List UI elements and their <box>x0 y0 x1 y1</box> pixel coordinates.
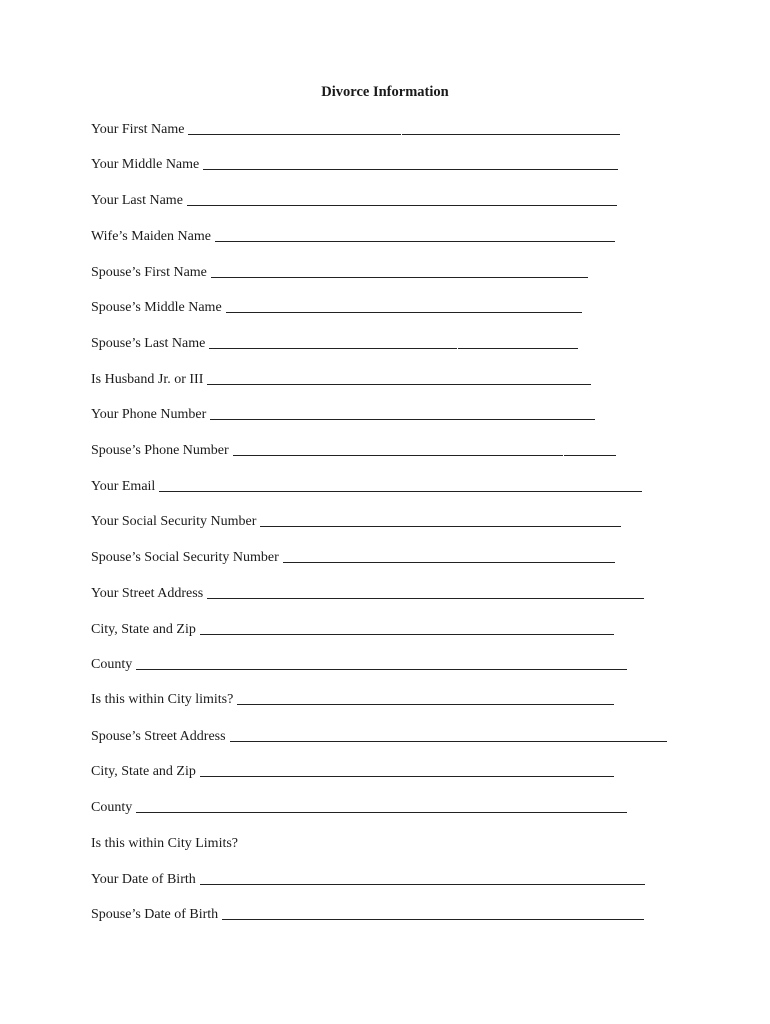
field-spouses-middle-name <box>91 298 582 316</box>
spouses-first-name-input[interactable] <box>211 277 588 278</box>
your-ssn-input[interactable] <box>260 526 621 527</box>
field-spouses-ssn <box>91 548 615 566</box>
field-label: Spouse’s Social Security Number <box>91 550 279 565</box>
field-label: County <box>91 800 133 815</box>
field-spouses-first-name <box>91 263 588 281</box>
field-label: Spouse’s Last Name <box>91 336 206 351</box>
field-spouses-phone-number <box>91 441 616 459</box>
field-spouses-city-state-zip <box>91 762 614 780</box>
field-label: City, State and Zip <box>91 764 196 779</box>
your-city-state-zip-input[interactable] <box>200 634 614 635</box>
your-middle-name-input[interactable] <box>203 169 618 170</box>
your-first-name-input[interactable] <box>188 134 401 135</box>
your-city-limits-input[interactable] <box>237 704 614 705</box>
field-your-ssn <box>91 512 621 530</box>
field-your-first-name <box>91 120 620 138</box>
field-label: Your Date of Birth <box>91 872 196 887</box>
spouses-last-name-input-2[interactable] <box>458 348 578 349</box>
spouses-street-address-input[interactable] <box>230 741 667 742</box>
field-spouses-street-address <box>91 727 667 745</box>
field-label: City, State and Zip <box>91 622 196 637</box>
field-spouses-county <box>91 798 627 816</box>
field-your-last-name <box>91 191 617 209</box>
field-label: Your Phone Number <box>91 407 207 422</box>
field-your-date-of-birth <box>91 870 645 888</box>
field-label: Your First Name <box>91 122 185 137</box>
spouses-phone-number-input-2[interactable] <box>564 455 616 456</box>
spouses-middle-name-input[interactable] <box>226 312 582 313</box>
your-first-name-input-2[interactable] <box>402 134 620 135</box>
field-spouses-last-name <box>91 334 578 352</box>
field-your-email <box>91 477 642 495</box>
field-label: Spouse’s Date of Birth <box>91 907 219 922</box>
your-last-name-input[interactable] <box>187 205 617 206</box>
field-label: Is this within City Limits? <box>91 836 239 851</box>
spouses-city-state-zip-input[interactable] <box>200 776 614 777</box>
field-label: Spouse’s Phone Number <box>91 443 229 458</box>
field-label: Your Middle Name <box>91 157 200 172</box>
field-spouses-city-limits <box>91 834 242 852</box>
spouses-ssn-input[interactable] <box>283 562 615 563</box>
field-spouses-date-of-birth <box>91 905 644 923</box>
spouses-phone-number-input[interactable] <box>233 455 563 456</box>
field-label: Your Street Address <box>91 586 204 601</box>
wifes-maiden-name-input[interactable] <box>215 241 615 242</box>
your-county-input[interactable] <box>136 669 627 670</box>
field-your-city-limits <box>91 690 614 708</box>
field-label: Is Husband Jr. or III <box>91 372 204 387</box>
field-label: Is this within City limits? <box>91 692 234 707</box>
your-street-address-input[interactable] <box>207 598 644 599</box>
field-your-city-state-zip <box>91 620 614 638</box>
field-label: Spouse’s Middle Name <box>91 300 222 315</box>
your-email-input[interactable] <box>159 491 642 492</box>
spouses-last-name-input[interactable] <box>209 348 457 349</box>
your-date-of-birth-input[interactable] <box>200 884 645 885</box>
field-husband-jr-or-iii <box>91 370 591 388</box>
spouses-date-of-birth-input[interactable] <box>222 919 644 920</box>
field-label: Spouse’s Street Address <box>91 729 226 744</box>
field-label: County <box>91 657 133 672</box>
field-wifes-maiden-name <box>91 227 615 245</box>
field-label: Your Email <box>91 479 156 494</box>
field-your-county <box>91 655 627 673</box>
field-your-phone-number <box>91 405 595 423</box>
field-label: Your Social Security Number <box>91 514 257 529</box>
husband-jr-or-iii-input[interactable] <box>207 384 591 385</box>
spouses-county-input[interactable] <box>136 812 627 813</box>
your-phone-number-input[interactable] <box>210 419 595 420</box>
field-label: Your Last Name <box>91 193 183 208</box>
page-title: Divorce Information <box>321 84 449 100</box>
field-label: Spouse’s First Name <box>91 265 207 280</box>
field-your-street-address <box>91 584 644 602</box>
field-your-middle-name <box>91 155 618 173</box>
field-label: Wife’s Maiden Name <box>91 229 211 244</box>
